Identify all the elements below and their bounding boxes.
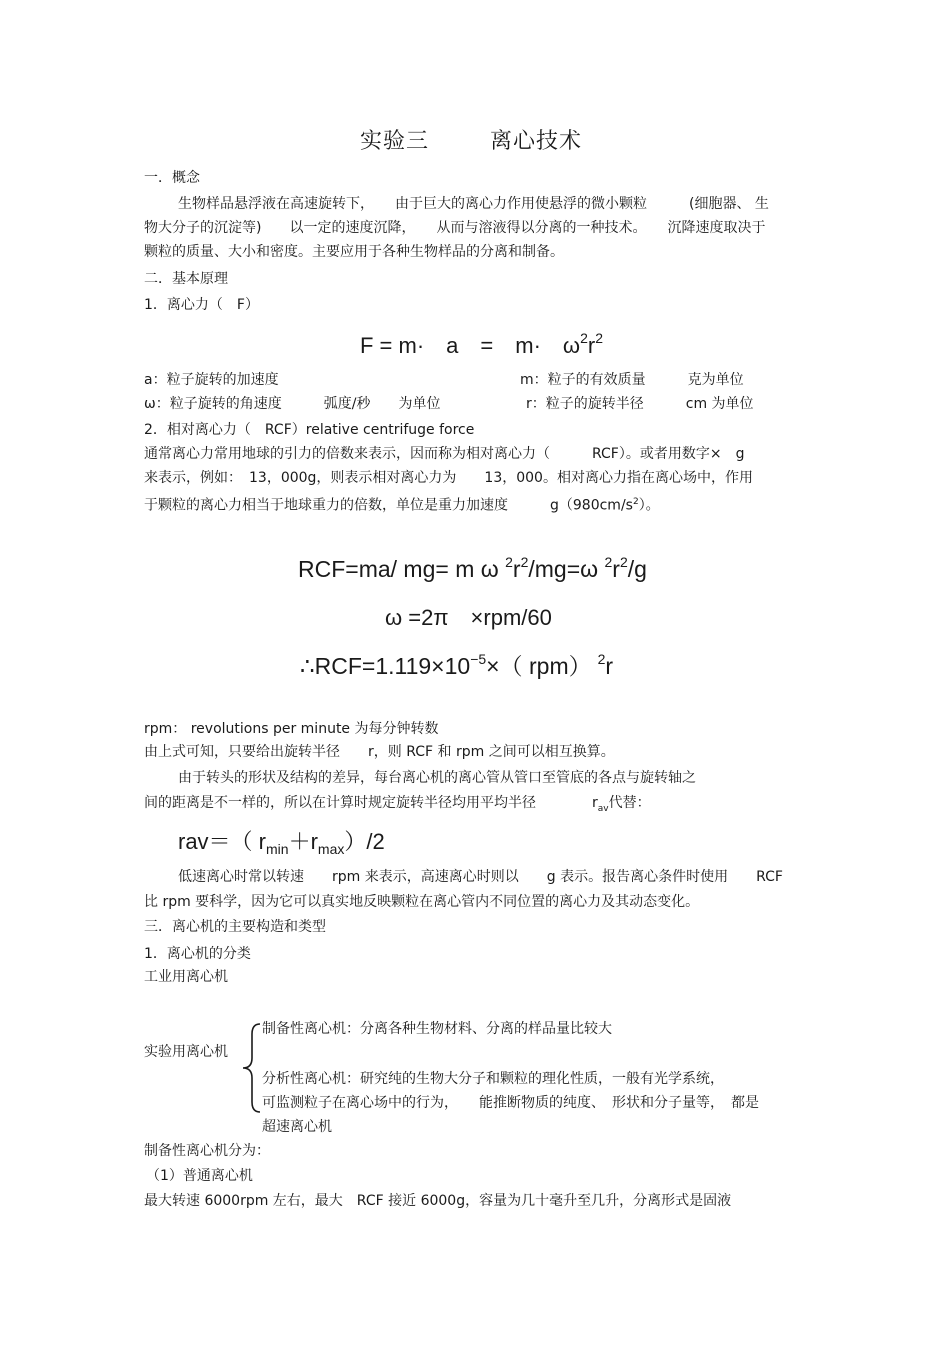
- definition-r: r：粒子的旋转半径 cm 为单位: [526, 396, 754, 412]
- radius-paragraph-line1: 由于转头的形状及结构的差异，每台离心机的离心管从管口至管底的各点与旋转轴之: [178, 770, 696, 786]
- analytical-centrifuge-line3: 超速离心机: [262, 1119, 332, 1135]
- classification-heading: 1．离心机的分类: [144, 946, 251, 962]
- section1-paragraph-line1: 生物样品悬浮液在高速旋转下， 由于巨大的离心力作用使悬浮的微小颗粒 (细胞器、 生: [178, 196, 769, 212]
- conversion-note: 由上式可知，只要给出旋转半径 r，则 RCF 和 rpm 之间可以相互换算。: [144, 744, 615, 760]
- rcf-paragraph-line2: 来表示，例如： 13，000g，则表示相对离心力为 13，000。相对离心力指在离心场中，作用: [144, 470, 753, 486]
- preparative-centrifuge: 制备性离心机：分离各种生物材料、分离的样品量比较大: [262, 1021, 612, 1037]
- rcf-paragraph-line1: 通常离心力常用地球的引力的倍数来表示，因而称为相对离心力（ RCF）。或者用数字× g: [144, 446, 745, 462]
- omega-formula: ω =2π ×rpm/60: [385, 605, 552, 630]
- section1-paragraph-line2: 物大分子的沉淀等) 以一定的速度沉降， 从而与溶液得以分离的一种技术。 沉降速度取决于: [144, 220, 766, 236]
- definition-m: m：粒子的有效质量 克为单位: [520, 372, 744, 388]
- rpm-vs-rcf-line2: 比 rpm 要科学，因为它可以真实地反映颗粒在离心管内不同位置的离心力及其动态变化。: [144, 894, 700, 910]
- rpm-definition: rpm： revolutions per minute 为每分钟转数: [144, 721, 439, 737]
- force-formula: F = m· a = m· $\omega^2r^2$: [360, 330, 603, 358]
- definition-omega: ω：粒子旋转的角速度 弧度/秒 为单位: [144, 396, 441, 412]
- curly-brace-icon: [240, 1022, 262, 1114]
- section1-paragraph-line3: 颗粒的质量、大小和密度。主要应用于各种生物样品的分离和制备。: [144, 244, 564, 260]
- preparative-types-heading: 制备性离心机分为：: [144, 1143, 270, 1159]
- page-title-left: 实验三: [360, 129, 430, 154]
- definition-a: a：粒子旋转的加速度: [144, 372, 279, 388]
- centrifugal-force-heading: 1．离心力（ F）: [144, 297, 259, 313]
- section2-heading: 二．基本原理: [144, 271, 228, 287]
- rpm-vs-rcf-line1: 低速离心时常以转速 rpm 来表示，高速离心时则以 g 表示。报告离心条件时使用 RCF: [178, 869, 783, 885]
- section1-heading: 一．概念: [144, 170, 200, 186]
- section3-heading: 三．离心机的主要构造和类型: [144, 919, 326, 935]
- rcf-paragraph-line3: 于颗粒的离心力相当于地球重力的倍数，单位是重力加速度 $g(980cm/s^2)$。: [144, 497, 660, 514]
- analytical-centrifuge-line2: 可监测粒子在离心场中的行为， 能推断物质的纯度、 形状和分子量等， 都是: [262, 1095, 759, 1111]
- lab-centrifuge-label: 实验用离心机: [144, 1044, 228, 1060]
- rcf-rpm-formula: $\therefore RCF=1.119\times 10^{-5}\times$（ rpm） $^2$r: [300, 651, 614, 679]
- industrial-centrifuge: 工业用离心机: [144, 969, 228, 985]
- ordinary-centrifuge-heading: （1）普通离心机: [146, 1168, 253, 1184]
- radius-paragraph-line2: 间的距离是不一样的，所以在计算时规定旋转半径均用平均半径 $r_{av}$代替：: [144, 795, 651, 814]
- analytical-centrifuge-line1: 分析性离心机：研究纯的生物大分子和颗粒的理化性质，一般有光学系统，: [262, 1071, 724, 1087]
- ordinary-centrifuge-desc: 最大转速 6000rpm 左右，最大 RCF 接近 6000g，容量为几十毫升至几升，分离形式是固液: [144, 1193, 732, 1209]
- rcf-formula: RCF=ma/ mg= m ω $^2r^2/mg=\omega$ $^2r^2/g$: [298, 554, 647, 582]
- rav-formula: rav＝（ $r_{min}+r_{max})/2$: [178, 829, 385, 857]
- rcf-heading: 2．相对离心力（ RCF）relative centrifuge force: [144, 422, 475, 438]
- page-title-right: 离心技术: [490, 129, 583, 154]
